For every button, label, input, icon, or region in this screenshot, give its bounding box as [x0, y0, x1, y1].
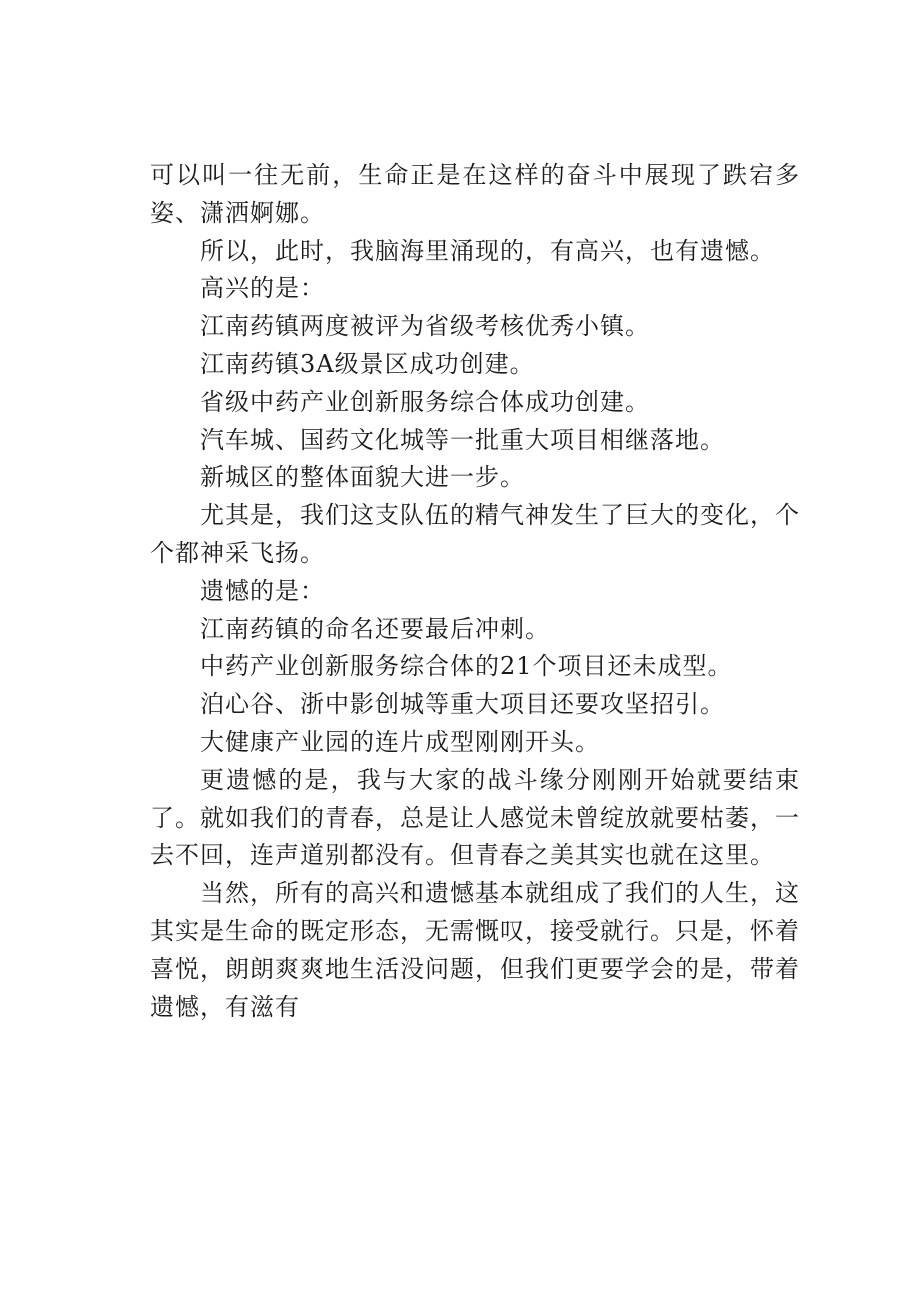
paragraph-list-item: 江南药镇两度被评为省级考核优秀小镇。	[200, 312, 650, 341]
paragraph-list-item: 江南药镇的命名还要最后冲刺。	[200, 614, 550, 643]
paragraph-heading-regret: 遗憾的是：	[200, 576, 325, 605]
paragraph: 更遗憾的是，我与大家的战斗缘分刚刚开始就要结束了。就如我们的青春，总是让人感觉未曾绽放就要枯萎，一去不回，连声道别都没有。但青春之美其实也就在这里。	[150, 765, 800, 870]
paragraph-heading-happy: 高兴的是：	[200, 274, 325, 303]
document-body	[150, 157, 800, 1026]
paragraph-list-item: 泊心谷、浙中影创城等重大项目还要攻坚招引。	[200, 690, 725, 719]
paragraph-list-item: 江南药镇3A级景区成功创建。	[200, 349, 535, 378]
paragraph-list-item: 中药产业创新服务综合体的21个项目还未成型。	[200, 652, 733, 681]
paragraph-list-item: 省级中药产业创新服务综合体成功创建。	[200, 387, 650, 416]
paragraph-list-item: 汽车城、国药文化城等一批重大项目相继落地。	[200, 425, 725, 454]
paragraph: 所以，此时，我脑海里涌现的，有高兴，也有遗憾。	[200, 236, 775, 265]
paragraph-list-item: 大健康产业园的连片成型刚刚开头。	[200, 727, 600, 756]
paragraph: 当然，所有的高兴和遗憾基本就组成了我们的人生，这其实是生命的既定形态，无需慨叹，接受就行。只是，怀着喜悦，朗朗爽爽地生活没问题，但我们更要学会的是，带着遗憾，有滋有	[150, 879, 800, 1021]
paragraph-continuation: 可以叫一往无前，生命正是在这样的奋斗中展现了跌宕多姿、潇洒婀娜。	[150, 161, 800, 227]
paragraph: 尤其是，我们这支队伍的精气神发生了巨大的变化，个个都神采飞扬。	[150, 501, 800, 567]
paragraph-list-item: 新城区的整体面貌大进一步。	[200, 463, 525, 492]
